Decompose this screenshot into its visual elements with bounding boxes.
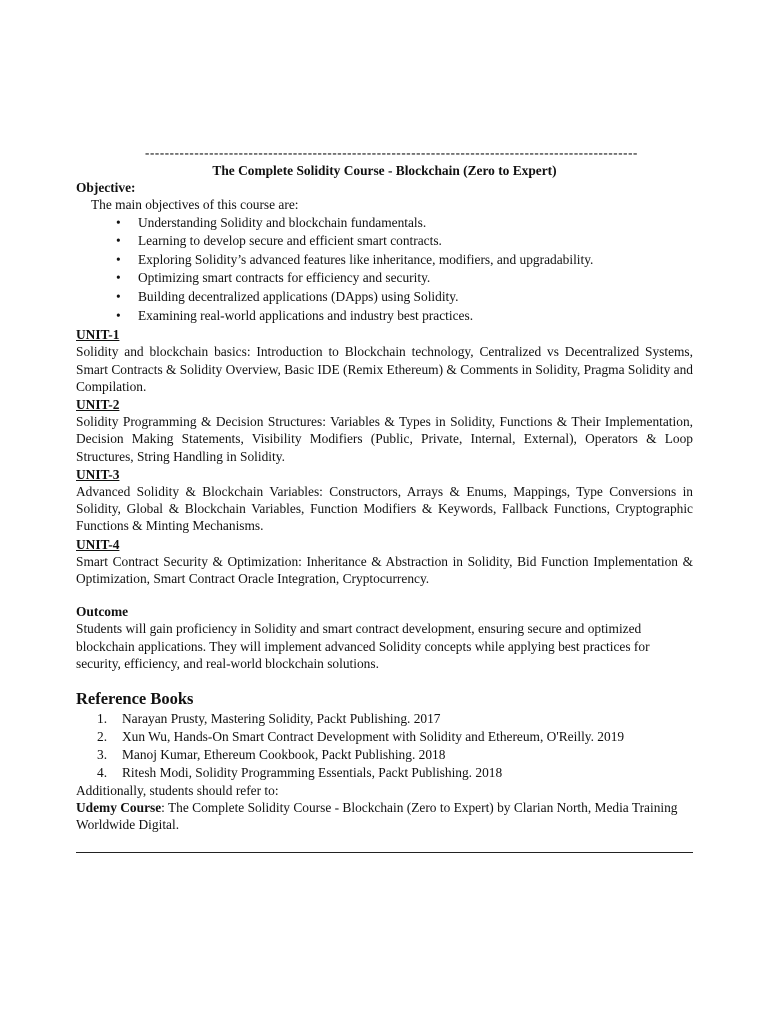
unit-4-description: Smart Contract Security & Optimization: Inheritance & Abstraction in Solidity, Bid Function Implementation & Optimization, Smart Contract Oracle Integration, Cryptocurrency.	[76, 553, 693, 587]
objective-list	[76, 214, 693, 326]
reference-number: 2.	[97, 729, 108, 745]
unit-4-heading: UNIT-4	[76, 536, 120, 552]
additional-reference-note: Additionally, students should refer to:	[76, 783, 279, 799]
reference-number: 3.	[97, 747, 108, 763]
objective-item: • Understanding Solidity and blockchain fundamentals.	[116, 214, 693, 233]
unit-1-description: Solidity and blockchain basics: Introduction to Blockchain technology, Centralized vs Decentralized Systems, Smart Contracts & Solidity Overview, Basic IDE (Remix Ethereum) & Comments in Solidity, Pragma Solidity and Compilation.	[76, 344, 693, 394]
bottom-rule	[76, 852, 693, 853]
unit-3-description: Advanced Solidity & Blockchain Variables: Constructors, Arrays & Enums, Mappings, Type Conversions in Solidity, Global & Blockchain Variables, Function Modifiers & Keywords, Fallback Functions, Cryptographic Functions & Minting Mechanisms.	[76, 484, 693, 534]
reference-item	[97, 710, 693, 728]
udemy-course-label: Udemy Course	[76, 800, 162, 816]
dashed-separator: ----------------------------------------------------------------------------------------------------	[145, 145, 638, 160]
objective-item: • Exploring Solidity’s advanced features like inheritance, modifiers, and upgradability.	[116, 251, 693, 270]
reference-text: Ritesh Modi, Solidity Programming Essentials, Packt Publishing. 2018	[122, 765, 503, 781]
reference-text: Xun Wu, Hands-On Smart Contract Development with Solidity and Ethereum, O'Reilly. 2019	[122, 729, 625, 745]
unit-1-heading: UNIT-1	[76, 327, 120, 343]
reference-item	[97, 746, 693, 764]
objective-heading: Objective:	[76, 180, 136, 196]
reference-number: 4.	[97, 765, 108, 781]
objective-item: • Optimizing smart contracts for efficiency and security.	[116, 269, 693, 288]
objective-item: • Examining real-world applications and industry best practices.	[116, 307, 693, 326]
reference-number: 1.	[97, 711, 108, 727]
course-syllabus	[76, 144, 693, 834]
reference-item	[97, 728, 693, 746]
objective-item: • Learning to develop secure and efficient smart contracts.	[116, 232, 693, 251]
reference-list	[76, 710, 693, 782]
unit-2-description: Solidity Programming & Decision Structures: Variables & Types in Solidity, Functions & Their Implementation, Decision Making Statements, Visibility Modifiers (Public, Private, Internal, External), Operators & Loop Structures, String Handling in Solidity.	[76, 414, 693, 464]
udemy-course-text: : The Complete Solidity Course - Blockchain (Zero to Expert) by Clarian North, Media Training Worldwide Digital.	[76, 800, 678, 833]
udemy-course-reference	[76, 799, 693, 833]
course-title: The Complete Solidity Course - Blockchain (Zero to Expert)	[212, 163, 557, 178]
reference-item	[97, 764, 693, 782]
reference-text: Manoj Kumar, Ethereum Cookbook, Packt Publishing. 2018	[122, 747, 446, 763]
unit-2-heading: UNIT-2	[76, 396, 120, 412]
objective-item: • Building decentralized applications (DApps) using Solidity.	[116, 288, 693, 307]
unit-3-heading: UNIT-3	[76, 466, 120, 482]
outcome-heading: Outcome	[76, 604, 129, 620]
objective-intro: The main objectives of this course are:	[91, 197, 299, 213]
outcome-text: Students will gain proficiency in Solidity and smart contract development, ensuring secure and optimized blockchain applications. They will implement advanced Solidity concepts while applying best practices for security, efficiency, and real-world blockchain solutions.	[76, 621, 650, 671]
reference-text: Narayan Prusty, Mastering Solidity, Packt Publishing. 2017	[122, 711, 441, 727]
reference-books-heading: Reference Books	[76, 689, 194, 709]
